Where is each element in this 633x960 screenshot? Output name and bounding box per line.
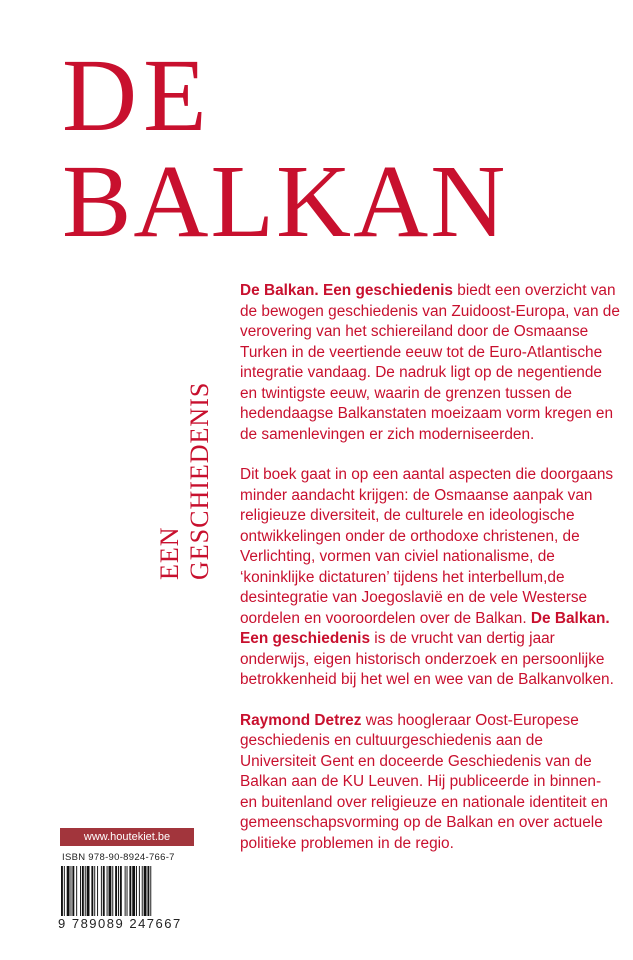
barcode-bar	[80, 866, 81, 916]
barcode-bar	[150, 866, 151, 916]
barcode-bar	[120, 866, 122, 916]
barcode-bar	[147, 866, 149, 916]
author-name: Raymond Detrez	[240, 711, 362, 729]
barcode-bar	[127, 866, 128, 916]
barcode-bar	[132, 866, 135, 916]
barcode	[60, 866, 196, 916]
barcode-bar	[72, 866, 74, 916]
author-bio	[240, 711, 620, 855]
book-title-bold: De Balkan. Een geschiedenis	[240, 282, 453, 299]
barcode-bar	[94, 866, 95, 916]
barcode-bar	[125, 866, 126, 916]
isbn-label: ISBN 978-90-8924-766-7	[62, 852, 175, 863]
blurb-paragraph-1	[240, 281, 620, 445]
barcode-bar	[97, 866, 98, 916]
barcode-bar	[115, 866, 117, 916]
barcode-bar	[87, 866, 90, 916]
barcode-digits: 9 789089 247667	[58, 916, 182, 931]
blurb-text: biedt een overzicht van de bewogen geschiedenis van Zuidoost-Europa, van de verovering van het schiereiland door de Osmaanse Turken in de veertiende eeuw tot de Euro-Atlantische integratie vandaag. De nadruk ligt op de negentiende en twintigste eeuw, waarin de grenzen tussen de hedendaagse Balkanstaten moeizaam vorm kregen en de samenlevingen er zich moderniseerden.	[240, 282, 620, 443]
barcode-bar	[139, 866, 140, 916]
blurb-text: is de vrucht van dertig jaar onderwijs, eigen historisch onderzoek en persoonlijke betrokkenheid bij het wel en wee van de Balkanvolken.	[240, 630, 614, 688]
title-line-2: BALKAN	[62, 144, 508, 259]
author-bio-text: was hoogleraar Oost-Europese geschiedenis en cultuurgeschiedenis aan de Universiteit Gent en doceerde Geschiedenis van de Balkan aan de KU Leuven. Hij publiceerde in binnen- en buitenland over religieuze en nationale identiteit en gemeenschapsvorming op de Balkan en over actuele politieke problemen in de regio.	[240, 711, 608, 852]
blurb-text: Dit boek gaat in op een aantal aspecten die doorgaans minder aandacht krijgen: de Osmaanse aanpak van religieuze diversiteit, de culturele en ideologische ontwikkelingen onder de orthodoxe christenen, de Verlichting, vormen van civiel nationalisme, de ‘koninklijke dictaturen’ tijdens het interbellum,de desintegratie van Joegoslavië en de vele Westerse oordelen en vooroordelen over de Balkan.	[240, 466, 614, 627]
barcode-bar	[107, 866, 108, 916]
barcode-bar	[136, 866, 137, 916]
title-line-1: DE	[62, 38, 213, 153]
book-title-bold: De Balkan. Een geschiedenis	[240, 609, 610, 647]
subtitle-vertical	[155, 280, 215, 580]
barcode-bar	[109, 866, 112, 916]
barcode-bar	[91, 866, 93, 916]
barcode-bar	[112, 866, 113, 916]
barcode-bar	[144, 866, 147, 916]
barcode-bar	[103, 866, 105, 916]
subtitle-line-1: EEN	[155, 526, 184, 580]
back-cover-blurb	[240, 281, 620, 874]
barcode-bar	[129, 866, 131, 916]
barcode-bar	[64, 866, 65, 916]
barcode-bar	[142, 866, 143, 916]
barcode-bar	[118, 866, 119, 916]
barcode-bar	[82, 866, 84, 916]
publisher-url[interactable]: www.houtekiet.be	[60, 828, 194, 846]
barcode-bar	[71, 866, 72, 916]
barcode-bar	[85, 866, 86, 916]
subtitle-line-2: GESCHIEDENIS	[185, 381, 214, 580]
barcode-bar	[76, 866, 77, 916]
blurb-paragraph-2	[240, 465, 620, 691]
barcode-bar	[61, 866, 63, 916]
barcode-bar	[101, 866, 102, 916]
barcode-bar	[67, 866, 70, 916]
